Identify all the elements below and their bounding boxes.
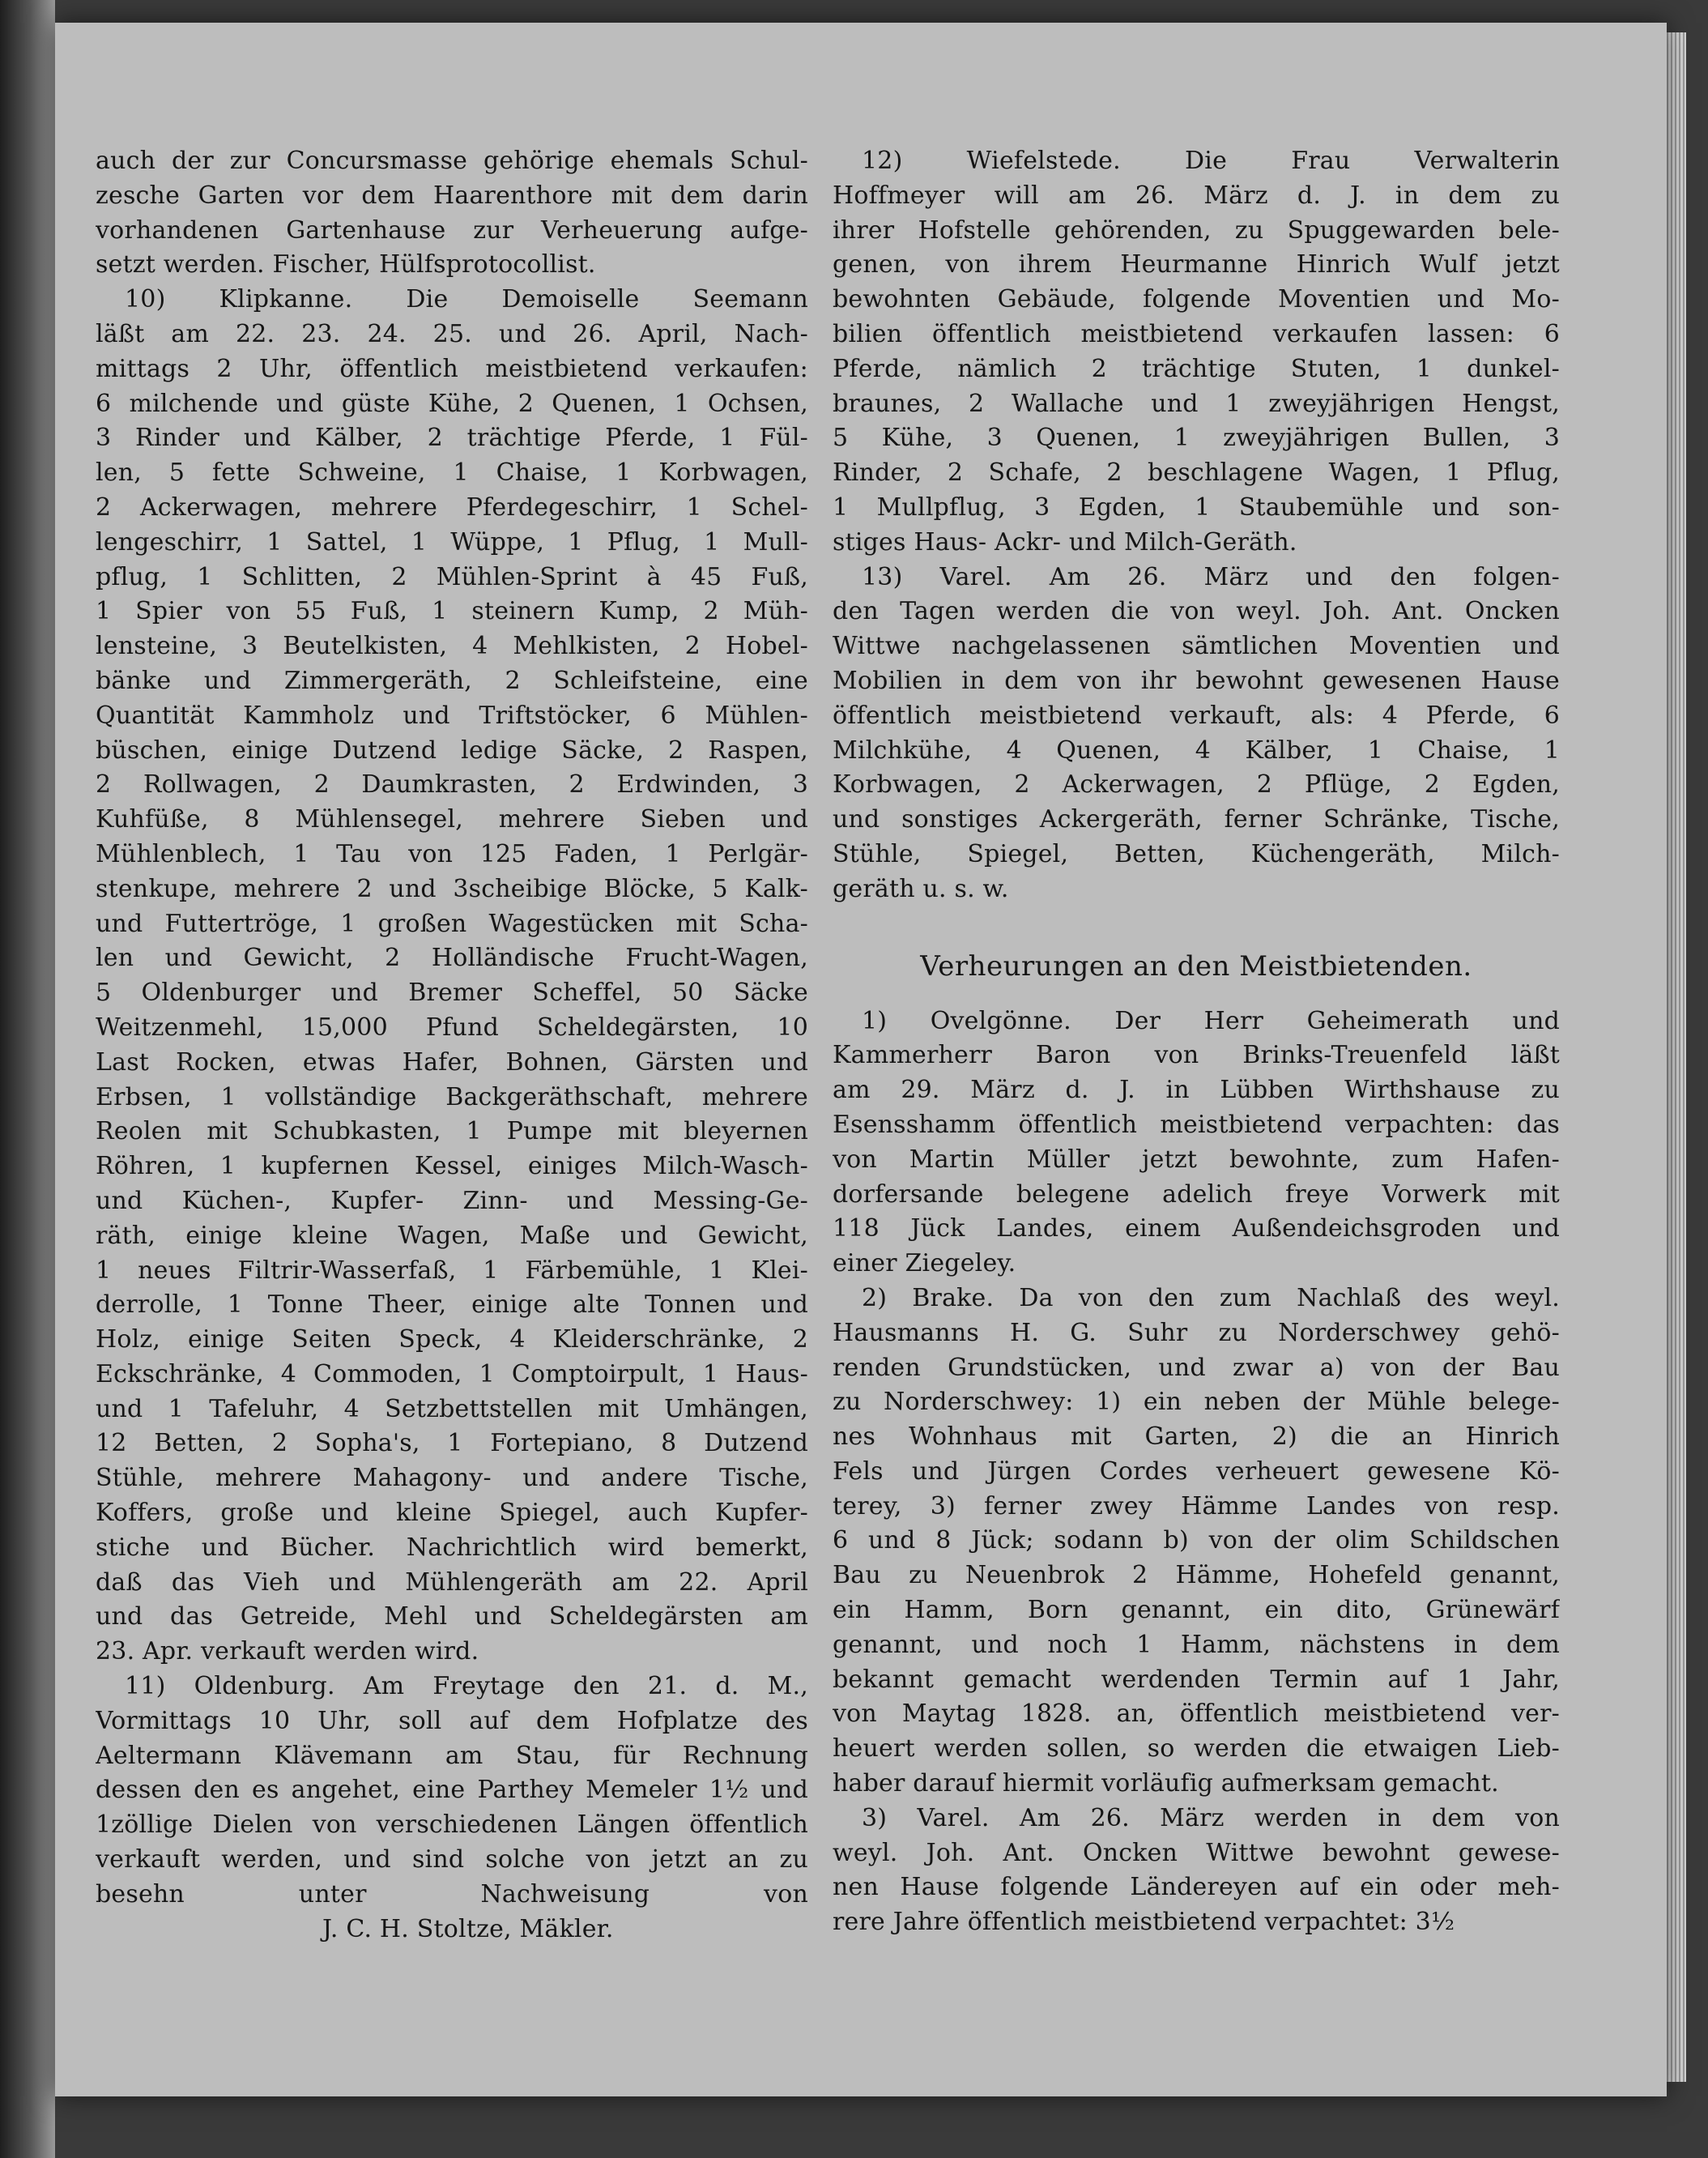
text-line: genen, von ihrem Heurmanne Hinrich Wulf jetzt (833, 250, 1560, 279)
text-line: 3) Varel. Am 26. März werden in dem von (862, 1803, 1560, 1832)
text-line: Reolen mit Schubkasten, 1 Pumpe mit bleyernen (96, 1117, 808, 1146)
text-line: stiges Haus- Ackr- und Milch-Geräth. (833, 527, 1297, 557)
text-line: Esensshamm öffentlich meistbietend verpachten: das (833, 1110, 1560, 1139)
section-heading: Verheurungen an den Meistbietenden. (920, 949, 1472, 983)
text-line: stiche und Bücher. Nachrichtlich wird bemerkt, (96, 1533, 808, 1562)
text-line: räth, einige kleine Wagen, Maße und Gewicht, (96, 1221, 808, 1250)
text-line: Kammerherr Baron von Brinks-Treuenfeld läßt (833, 1041, 1560, 1070)
text-line: pflug, 1 Schlitten, 2 Mühlen-Sprint à 45 Fuß, (96, 562, 808, 591)
text-line: den Tagen werden die von weyl. Joh. Ant. Oncken (833, 597, 1560, 626)
text-line: und 1 Tafeluhr, 4 Setzbettstellen mit Umhängen, (96, 1394, 808, 1423)
text-line: 13) Varel. Am 26. März und den folgen- (862, 562, 1560, 591)
text-line: 12) Wiefelstede. Die Frau Verwalterin (862, 147, 1560, 175)
left-page-spine (0, 0, 55, 2158)
text-line: ein Hamm, Born genannt, ein dito, Grünewärf (833, 1596, 1560, 1625)
text-line: braunes, 2 Wallache und 1 zweyjährigen Hengst, (833, 389, 1560, 418)
text-line: bilien öffentlich meistbietend verkaufen lassen: 6 (833, 319, 1560, 348)
text-line: von Maytag 1828. an, öffentlich meistbietend ver- (833, 1700, 1560, 1729)
text-line: Aeltermann Klävemann am Stau, für Rechnung (96, 1741, 808, 1770)
text-line: Koffers, große und kleine Spiegel, auch Kupfer- (96, 1499, 808, 1528)
text-line: 10) Klipkanne. Die Demoiselle Seemann (125, 285, 808, 314)
text-line: nes Wohnhaus mit Garten, 2) die an Hinrich (833, 1422, 1560, 1452)
text-line: weyl. Joh. Ant. Oncken Wittwe bewohnt gewese- (833, 1838, 1560, 1867)
right-column (833, 144, 1560, 1940)
text-line: vorhandenen Gartenhause zur Verheuerung aufge- (96, 215, 808, 245)
text-line: am 29. März d. J. in Lübben Wirthshause zu (833, 1076, 1560, 1105)
text-line: einer Ziegeley. (833, 1249, 1016, 1278)
text-line: 12 Betten, 2 Sopha's, 1 Fortepiano, 8 Dutzend (96, 1429, 808, 1458)
text-line: Milchkühe, 4 Quenen, 4 Kälber, 1 Chaise, 1 (833, 736, 1560, 765)
text-line: Quantität Kammholz und Triftstöcker, 6 Mühlen- (96, 701, 808, 730)
text-line: 11) Oldenburg. Am Freytage den 21. d. M., (125, 1672, 808, 1701)
text-line: öffentlich meistbietend verkauft, als: 4 Pferde, 6 (833, 701, 1560, 730)
text-line: und das Getreide, Mehl und Scheldegärsten am (96, 1602, 808, 1631)
text-line: von Martin Müller jetzt bewohnte, zum Hafen- (833, 1145, 1560, 1174)
text-line: Vormittags 10 Uhr, soll auf dem Hofplatze des (96, 1706, 808, 1735)
text-line: terey, 3) ferner zwey Hämme Landes von resp. (833, 1491, 1560, 1520)
text-line: Stühle, mehrere Mahagony- und andere Tische, (96, 1464, 808, 1493)
text-line: Bau zu Neuenbrok 2 Hämme, Hohefeld genannt, (833, 1561, 1560, 1590)
text-line: und sonstiges Ackergeräth, ferner Schränke, Tische, (833, 805, 1560, 834)
text-line: genannt, und noch 1 Hamm, nächstens in dem (833, 1630, 1560, 1659)
text-line: Last Rocken, etwas Hafer, Bohnen, Gärsten und (96, 1047, 808, 1077)
text-line: 5 Kühe, 3 Quenen, 1 zweyjährigen Bullen, 3 (833, 424, 1560, 453)
text-line: 118 Jück Landes, einem Außendeichsgroden und (833, 1214, 1560, 1243)
text-line: bewohnten Gebäude, folgende Moventien und Mo- (833, 285, 1560, 314)
text-line: setzt werden. Fischer, Hülfsprotocollist. (96, 250, 596, 279)
text-line: Eckschränke, 4 Commoden, 1 Comptoirpult, 1 Haus- (96, 1359, 808, 1388)
text-line: 2 Rollwagen, 2 Daumkrasten, 2 Erdwinden, 3 (96, 770, 808, 800)
text-line: Hoffmeyer will am 26. März d. J. in dem zu (833, 181, 1560, 210)
text-line: zesche Garten vor dem Haarenthore mit dem darin (96, 181, 808, 210)
text-line: Wittwe nachgelassenen sämtlichen Moventien und (833, 632, 1560, 661)
text-line: 6 milchende und güste Kühe, 2 Quenen, 1 Ochsen, (96, 389, 808, 418)
text-line: und Futtertröge, 1 großen Wagestücken mit Scha- (96, 909, 808, 938)
text-line: 1 neues Filtrir-Wasserfaß, 1 Färbemühle, 1 Klei- (96, 1256, 808, 1285)
text-line: Holz, einige Seiten Speck, 4 Kleiderschränke, 2 (96, 1325, 808, 1354)
text-line: Fels und Jürgen Cordes verheuert gewesene Kö- (833, 1456, 1560, 1486)
text-line: lengeschirr, 1 Sattel, 1 Wüppe, 1 Pflug, 1 Mull- (96, 527, 808, 557)
text-line: 1zöllige Dielen von verschiedenen Längen öffentlich (96, 1810, 808, 1840)
text-line: daß das Vieh und Mühlengeräth am 22. April (96, 1567, 808, 1597)
text-line: 2 Ackerwagen, mehrere Pferdegeschirr, 1 Schel- (96, 493, 808, 522)
text-line: und Küchen-, Kupfer- Zinn- und Messing-Ge- (96, 1186, 808, 1215)
text-line: Rinder, 2 Schafe, 2 beschlagene Wagen, 1 Pflug, (833, 458, 1560, 488)
text-line: mittags 2 Uhr, öffentlich meistbietend verkaufen: (96, 354, 808, 383)
text-line: besehn unter Nachweisung von (96, 1879, 808, 1909)
text-line: heuert werden sollen, so werden die etwaigen Lieb- (833, 1734, 1560, 1764)
text-line: bänke und Zimmergeräth, 2 Schleifsteine, eine (96, 666, 808, 695)
text-line: Weitzenmehl, 15,000 Pfund Scheldegärsten, 10 (96, 1013, 808, 1042)
text-line: len und Gewicht, 2 Holländische Frucht-Wagen, (96, 944, 808, 973)
document-page (55, 23, 1667, 2096)
text-line: lensteine, 3 Beutelkisten, 4 Mehlkisten, 2 Hobel- (96, 632, 808, 661)
text-line: 5 Oldenburger und Bremer Scheffel, 50 Säcke (96, 979, 808, 1008)
text-line: Röhren, 1 kupfernen Kessel, einiges Milch-Wasch- (96, 1152, 808, 1181)
text-line: 1) Ovelgönne. Der Herr Geheimerath und (862, 1006, 1560, 1035)
text-line: läßt am 22. 23. 24. 25. und 26. April, Nach- (96, 319, 808, 348)
text-line: Hausmanns H. G. Suhr zu Norderschwey gehö- (833, 1318, 1560, 1347)
right-column-auctions (833, 144, 1560, 907)
left-column (96, 144, 808, 1947)
text-line: bekannt gemacht werdenden Termin auf 1 Jahr, (833, 1665, 1560, 1694)
text-line: 23. Apr. verkauft werden wird. (96, 1637, 479, 1666)
text-line: Pferde, nämlich 2 trächtige Stuten, 1 dunkel- (833, 354, 1560, 383)
text-line: derrolle, 1 Tonne Theer, einige alte Tonnen und (96, 1290, 808, 1320)
text-line: dorfersande belegene adelich freye Vorwerk mit (833, 1179, 1560, 1209)
text-line: haber darauf hiermit vorläufig aufmerksam gemacht. (833, 1769, 1499, 1798)
text-line: büschen, einige Dutzend ledige Säcke, 2 Raspen, (96, 736, 808, 765)
text-line: Erbsen, 1 vollständige Backgeräthschaft, mehrere (96, 1082, 808, 1111)
text-line: Korbwagen, 2 Ackerwagen, 2 Pflüge, 2 Egden, (833, 770, 1560, 800)
text-line: len, 5 fette Schweine, 1 Chaise, 1 Korbwagen, (96, 458, 808, 488)
text-line: renden Grundstücken, und zwar a) von der Bau (833, 1353, 1560, 1382)
text-line: Stühle, Spiegel, Betten, Küchengeräth, Milch- (833, 839, 1560, 868)
text-line: Mühlenblech, 1 Tau von 125 Faden, 1 Perlgär- (96, 839, 808, 868)
text-line: Mobilien in dem von ihr bewohnt gewesenen Hause (833, 666, 1560, 695)
text-line: nen Hause folgende Ländereyen auf ein oder meh- (833, 1873, 1560, 1902)
text-line: verkauft werden, und sind solche von jetzt an zu (96, 1845, 808, 1874)
text-line: 6 und 8 Jück; sodann b) von der olim Schildschen (833, 1526, 1560, 1555)
text-line: 2) Brake. Da von den zum Nachlaß des weyl. (862, 1283, 1560, 1312)
text-line: ihrer Hofstelle gehörenden, zu Spuggewarden bele- (833, 215, 1560, 245)
text-line: stenkupe, mehrere 2 und 3scheibige Blöcke, 5 Kalk- (96, 874, 808, 903)
text-line: auch der zur Concursmasse gehörige ehemals Schul- (96, 147, 808, 175)
text-line: J. C. H. Stoltze, Mäkler. (322, 1914, 614, 1943)
text-line: geräth u. s. w. (833, 874, 1009, 903)
text-line: 3 Rinder und Kälber, 2 trächtige Pferde, 1 Fül- (96, 424, 808, 453)
text-line: dessen den es angehet, eine Parthey Memeler 1½ und (96, 1776, 808, 1805)
text-line: rere Jahre öffentlich meistbietend verpachtet: 3½ (833, 1908, 1455, 1937)
right-column-leases (833, 1004, 1560, 1941)
text-line: Kuhfüße, 8 Mühlensegel, mehrere Sieben und (96, 805, 808, 834)
text-line: zu Norderschwey: 1) ein neben der Mühle belege- (833, 1388, 1560, 1417)
text-line: 1 Spier von 55 Fuß, 1 steinern Kump, 2 Müh- (96, 597, 808, 626)
text-line: 1 Mullpflug, 3 Egden, 1 Staubemühle und son- (833, 493, 1560, 522)
